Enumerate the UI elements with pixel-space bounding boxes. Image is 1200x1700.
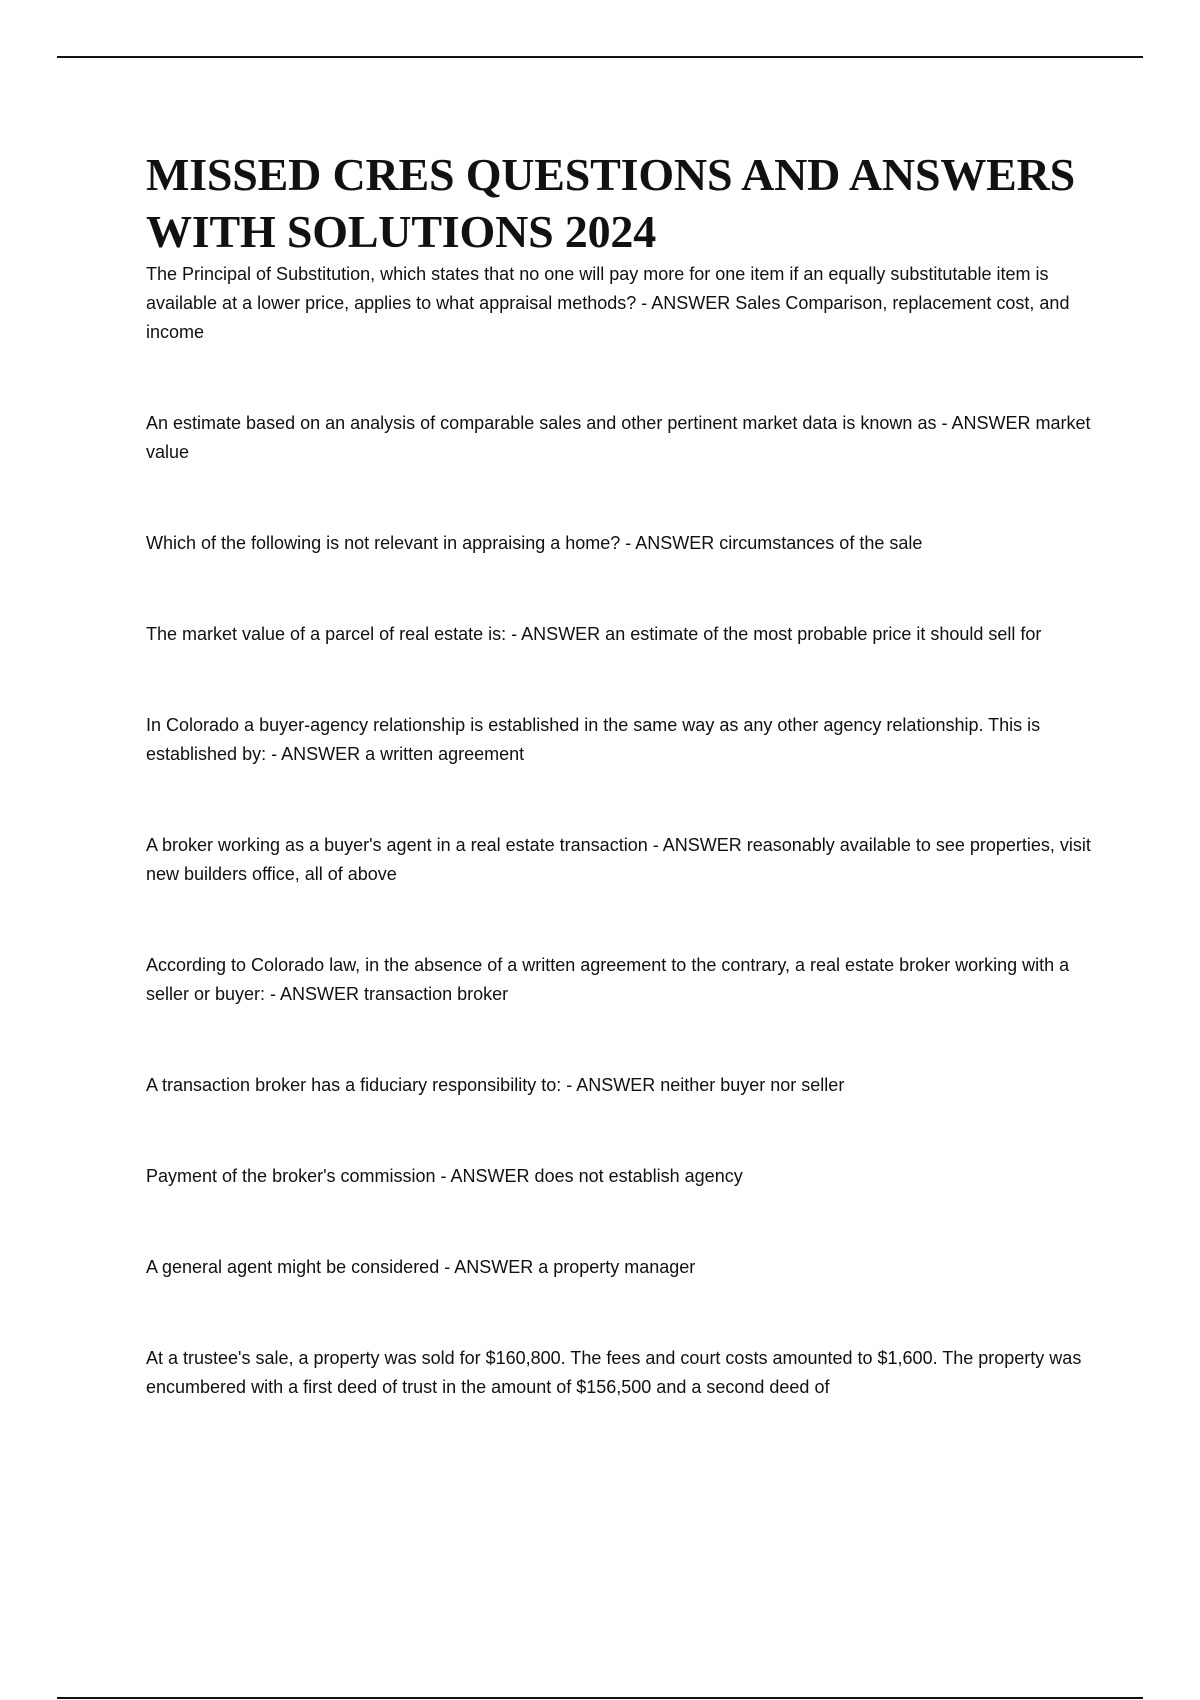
qa-list	[146, 260, 1096, 1402]
qa-item-7: According to Colorado law, in the absence of a written agreement to the contrary, a real estate broker working with a seller or buyer: - ANSWER transaction broker	[146, 955, 1070, 1004]
document-title: MISSED CRES QUESTIONS AND ANSWERS WITH SOLUTIONS 2024	[146, 149, 1076, 257]
top-rule	[57, 56, 1143, 58]
bottom-rule	[57, 1697, 1143, 1699]
qa-item-1: The Principal of Substitution, which states that no one will pay more for one item if an equally substitutable item is available at a lower price, applies to what appraisal methods? - ANSWER Sales Comparison, replacement cost, and income	[146, 264, 1070, 342]
qa-item-8: A transaction broker has a fiduciary responsibility to: - ANSWER neither buyer nor seller	[146, 1075, 845, 1095]
qa-item-11: At a trustee's sale, a property was sold for $160,800. The fees and court costs amounted to $1,600. The property was encumbered with a first deed of trust in the amount of $156,500 and a second deed of	[146, 1348, 1082, 1397]
qa-item-3: Which of the following is not relevant in appraising a home? - ANSWER circumstances of the sale	[146, 533, 923, 553]
qa-item-10: A general agent might be considered - ANSWER a property manager	[146, 1257, 696, 1277]
qa-item-6: A broker working as a buyer's agent in a real estate transaction - ANSWER reasonably available to see properties, visit new builders office, all of above	[146, 835, 1091, 884]
qa-item-2: An estimate based on an analysis of comparable sales and other pertinent market data is known as - ANSWER market value	[146, 413, 1091, 462]
qa-item-4: The market value of a parcel of real estate is: - ANSWER an estimate of the most probable price it should sell for	[146, 624, 1042, 644]
document-page	[146, 146, 1096, 1464]
qa-item-9: Payment of the broker's commission - ANSWER does not establish agency	[146, 1166, 743, 1186]
qa-item-5: In Colorado a buyer-agency relationship is established in the same way as any other agency relationship. This is established by: - ANSWER a written agreement	[146, 715, 1041, 764]
